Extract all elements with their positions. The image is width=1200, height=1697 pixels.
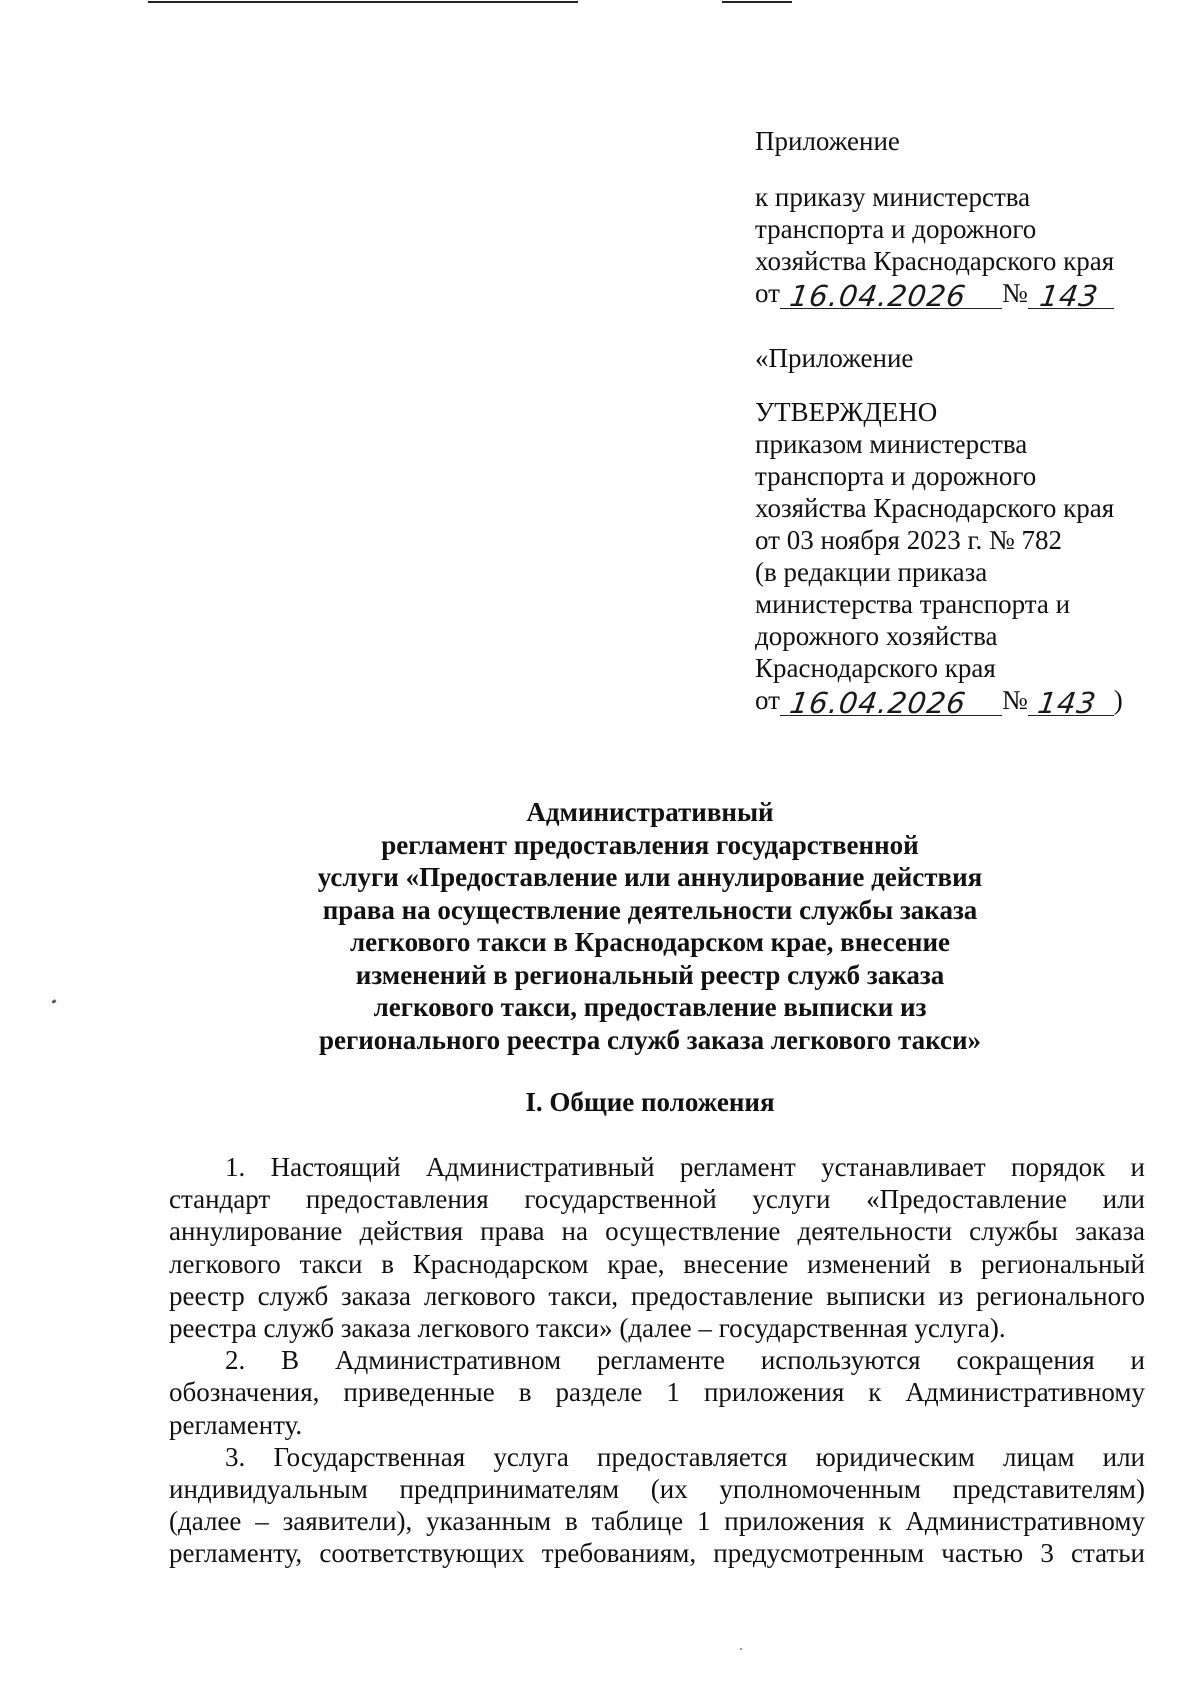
- approved-line-2: транспорта и дорожного: [755, 461, 1037, 491]
- appendix-label: Приложение: [755, 126, 900, 156]
- paragraph-line: (далее – заявители), указанным в таблице 1 приложения к Административному: [169, 1506, 1145, 1537]
- appendix-header-block: [755, 125, 1115, 313]
- order-line-3: хозяйства Краснодарского края: [755, 246, 1115, 276]
- paragraph-line: реестра служб заказа легкового такси» (далее – государственная услуга).: [169, 1312, 1006, 1343]
- approved-block: [755, 342, 1123, 720]
- approved-line-6: министерства транспорта и: [755, 589, 1071, 619]
- body-text: [169, 1151, 1145, 1569]
- date-fill-line: [780, 686, 1002, 720]
- approved-line-5: (в редакции приказа: [755, 557, 988, 587]
- paragraph-line: 1. Настоящий Административный регламент устанавливает порядок и: [225, 1152, 1145, 1182]
- top-scan-rule-right: [722, 1, 792, 3]
- date-fill-line: [780, 279, 1002, 313]
- date-prefix: от: [755, 278, 780, 308]
- paragraph-line: легкового такси в Краснодарском крае, внесение изменений в региональный: [169, 1248, 1145, 1279]
- title-line: легкового такси в Краснодарском крае, внесение: [350, 927, 950, 957]
- title-line: услуги «Предоставление или аннулирование действия: [317, 862, 983, 892]
- paragraph-line: 3. Государственная услуга предоставляется юридическим лицам или: [225, 1441, 1145, 1472]
- title-line: легкового такси, предоставление выписки из: [373, 992, 927, 1022]
- order-line-2: транспорта и дорожного: [755, 214, 1037, 244]
- paragraph-line: стандарт предоставления государственной услуги «Предоставление или: [169, 1184, 1145, 1215]
- handwritten-number: 143: [1037, 279, 1101, 313]
- top-scan-rule-left: [148, 1, 578, 3]
- handwritten-number: 143: [1035, 686, 1099, 720]
- document-title: [200, 796, 1100, 1056]
- section-heading: I. Общие положения: [525, 1087, 775, 1117]
- title-line: регионального реестра служб заказа легкового такси»: [318, 1024, 982, 1055]
- paragraph-line: регламенту.: [169, 1409, 303, 1440]
- number-fill-line: [1028, 279, 1114, 313]
- approved-line-1: приказом министерства: [755, 429, 1028, 459]
- title-line: Административный: [526, 797, 774, 827]
- title-line: права на осуществление деятельности службы заказа: [322, 894, 978, 925]
- number-prefix: №: [1001, 278, 1028, 308]
- paragraph-line: обозначения, приведенные в разделе 1 приложения к Административному: [169, 1377, 1145, 1408]
- paragraph-2: [169, 1344, 1145, 1441]
- order-line-1: к приказу министерства: [755, 182, 1031, 212]
- paragraph-line: аннулирование действия права на осуществление деятельности службы заказа: [169, 1216, 1145, 1247]
- number-prefix: №: [1001, 685, 1028, 715]
- approved-line-8: Краснодарского края: [755, 653, 996, 683]
- approved-heading: УТВЕРЖДЕНО: [755, 397, 938, 427]
- approved-line-7: дорожного хозяйства: [755, 621, 998, 651]
- scan-speck: [52, 999, 57, 1004]
- appendix-label-quoted: «Приложение: [755, 343, 914, 373]
- paragraph-line: индивидуальным предпринимателям (их уполномоченным представителям): [169, 1473, 1145, 1504]
- approved-date-line: [755, 684, 1123, 720]
- paragraph-line: 2. В Административном регламенте используются сокращения и: [225, 1345, 1145, 1376]
- paragraph-3: [169, 1441, 1145, 1570]
- scan-speck: [740, 1648, 742, 1650]
- approved-line-4: от 03 ноября 2023 г. № 782: [755, 525, 1062, 555]
- order-date-line: [755, 277, 1114, 313]
- approved-line-3: хозяйства Краснодарского края: [755, 493, 1115, 523]
- paragraph-line: регламенту, соответствующих требованиям, предусмотренным частью 3 статьи: [169, 1538, 1145, 1569]
- handwritten-date: 16.04.2026: [787, 686, 969, 720]
- date-prefix: от: [755, 685, 780, 715]
- number-fill-line: [1028, 686, 1114, 720]
- paragraph-line: реестр служб заказа легкового такси, предоставление выписки из регионального: [169, 1280, 1145, 1311]
- paragraph-1: [169, 1151, 1145, 1344]
- title-line: изменений в региональный реестр служб заказа: [355, 959, 945, 990]
- closing-paren: ): [1113, 685, 1123, 715]
- title-line: регламент предоставления государственной: [381, 829, 919, 860]
- handwritten-date: 16.04.2026: [787, 279, 969, 313]
